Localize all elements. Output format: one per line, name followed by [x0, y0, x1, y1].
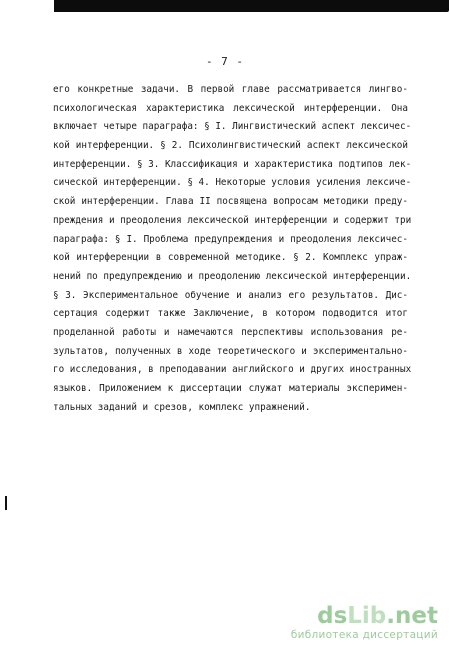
- dslib-logo: dsLib.net: [317, 603, 438, 629]
- scan-margin-mark: [5, 496, 7, 510]
- text-line: ской интерференции. Глава II посвящена вопросам методики преду-: [53, 196, 408, 208]
- text-line: кой интерференции в современной методике. § 2. Комплекс упраж-: [53, 252, 408, 264]
- text-line: зультатов, полученных в ходе теоретического и экспериментально-: [53, 345, 408, 357]
- text-line: включает четыре параграфа: § I. Лингвистический аспект лексичес-: [53, 121, 412, 133]
- scan-black-strip: [54, 0, 449, 12]
- text-line: § 3. Экспериментальное обучение и анализ его результатов. Дис-: [53, 289, 408, 301]
- text-line: кой интерференции. § 2. Психолингвистический аспект лексической: [53, 140, 408, 152]
- text-line: сертация содержит также Заключение, в котором подводится итог: [53, 308, 408, 320]
- text-line: сической интерференции. § 4. Некоторые условия усиления лексиче-: [53, 177, 412, 189]
- text-line: параграфа: § I. Проблема предупреждения и преодоления лексичес-: [53, 233, 408, 245]
- text-line: го исследования, в преподавании английского и других иностранных: [53, 364, 412, 376]
- text-line: его конкретные задачи. В первой главе рассматривается лингво-: [53, 84, 408, 95]
- text-line: языков. Приложением к диссертации служат материалы эксперимен-: [53, 383, 408, 394]
- watermark-subtitle: библиотека диссертаций: [290, 629, 438, 641]
- text-line: интерференции. § 3. Классификация и характеристика подтипов лек-: [53, 158, 412, 170]
- text-line: нений по предупреждению и преодолению лексической интерференции.: [53, 270, 412, 282]
- text-line: психологическая характеристика лексической интерференции. Она: [53, 102, 408, 114]
- dslib-watermark: [291, 603, 438, 642]
- text-line: преждения и преодоления лексической интерференции и содержит три: [53, 214, 412, 226]
- page-number: - 7 -: [205, 55, 245, 68]
- scan-top-border: [0, 0, 450, 14]
- body-text: [53, 81, 412, 417]
- text-line: проделанной работы и намечаются перспективы использования ре-: [53, 326, 408, 338]
- text-line: тальных заданий и срезов, комплекс упражнений.: [53, 401, 311, 413]
